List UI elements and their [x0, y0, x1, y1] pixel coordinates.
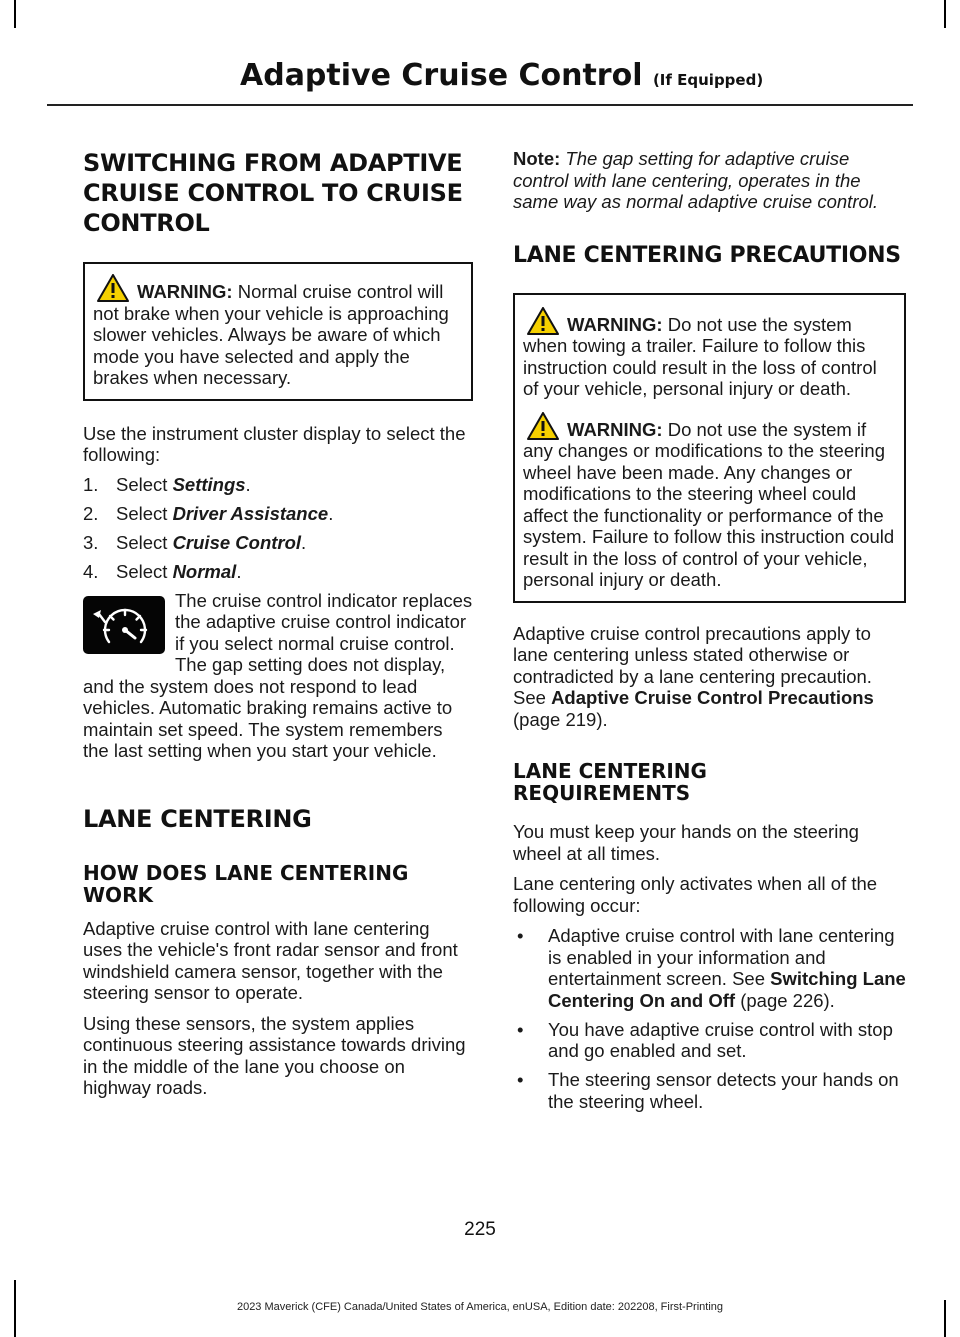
step-prefix: Select [116, 473, 173, 495]
step-suffix: . [328, 502, 334, 524]
intro-paragraph: Use the instrument cluster display to select the following: [83, 422, 466, 465]
indicator-paragraph: The cruise control indicator replaces the adaptive cruise control indicator if you select normal cruise control. The gap setting does not display, and the system does not respond to lead vehicles. Automatic braking remains active to maintain set speed. The system remembers the last setting when you start your vehicle. [83, 589, 473, 761]
bullet-text: Adaptive cruise control with lane centering is enabled in your information and entertainment screen. See [548, 925, 895, 989]
switching-link[interactable]: Switching Lane Centering On and Off [548, 968, 906, 1011]
warning-box [83, 262, 473, 401]
precautions-heading: LANE CENTERING PRECAUTIONS [513, 242, 901, 268]
warning-triangle-icon [97, 274, 129, 302]
edition-line: 2023 Maverick (CFE) Canada/United States of America, enUSA, Edition date: 202208, First-Printing [236, 1301, 724, 1313]
step-number: 3. [83, 531, 99, 553]
step-number: 4. [83, 560, 99, 582]
warning-text [523, 412, 896, 591]
crop-mark [944, 0, 946, 28]
page-reference: (page 219). [513, 708, 608, 730]
page-number: 225 [464, 1219, 496, 1240]
requirements-heading: LANE CENTERING REQUIREMENTS [513, 759, 707, 805]
steps-list [83, 474, 473, 583]
step-item: Normal [172, 560, 237, 582]
step-suffix: . [236, 560, 242, 582]
body-paragraph: Lane centering only activates when all of the following occur: [513, 873, 878, 916]
crop-mark [14, 0, 16, 28]
list-item [83, 561, 473, 583]
page-reference: (page 226). [735, 989, 835, 1011]
section-heading [83, 146, 473, 236]
step-suffix: . [245, 473, 251, 495]
list-item: • Adaptive cruise control with lane centering is enabled in your information and entertainment screen. See Switching Lane Centering On and Off (page 226). [517, 925, 906, 1011]
cruise-control-indicator-icon [83, 596, 165, 654]
step-item: Driver Assistance [172, 502, 329, 524]
precautions-paragraph [513, 623, 906, 731]
indicator-block [83, 590, 473, 762]
warning-body: Normal cruise control will not brake when your vehicle is approaching slower vehicles. Always be aware of which mode you have selected and apply the brakes when necessary. [93, 281, 449, 388]
precautions-link[interactable]: Adaptive Cruise Control Precautions [551, 687, 874, 708]
note-paragraph [513, 148, 906, 213]
header-rule [47, 104, 913, 106]
step-item: Cruise Control [172, 531, 302, 553]
list-item: • You have adaptive cruise control with stop and go enabled and set. [513, 1019, 906, 1062]
warning-label: WARNING: [137, 281, 233, 302]
step-item: Settings [172, 473, 246, 495]
list-item [83, 532, 473, 554]
section-heading-line: SWITCHING FROM ADAPTIVE [83, 149, 463, 177]
body-paragraph: Adaptive cruise control with lane centering uses the vehicle's front radar sensor and front windshield camera sensor, together with the steering sensor to operate. [83, 917, 458, 1003]
step-prefix: Select [116, 560, 173, 582]
list-item [83, 503, 473, 525]
page-header-title [240, 58, 764, 93]
warning-body: Do not use the system if any changes or modifications to the steering wheel have been made. Any changes or modifications to the steering wheel could affect the functionality or performance of the system. Failure to follow this instruction could result in the loss of control of your vehicle, personal injury or death. [523, 418, 895, 590]
step-suffix: . [301, 531, 307, 553]
header-title: Adaptive Cruise Control [240, 58, 643, 93]
note-label: Note: [513, 148, 561, 169]
section-heading-line: CRUISE CONTROL TO CRUISE [83, 179, 463, 207]
section-heading-line: CONTROL [83, 209, 210, 237]
lane-centering-heading: LANE CENTERING [83, 804, 312, 833]
precautions-text: Adaptive cruise control precautions apply to lane centering unless stated otherwise or contradicted by a lane centering precaution. See [513, 622, 872, 708]
step-number: 2. [83, 502, 99, 524]
note-text: The gap setting for adaptive cruise control with lane centering, operates in the same way as normal adaptive cruise control. [513, 148, 879, 212]
warning-text [93, 274, 463, 389]
bullet-text: You have adaptive cruise control with stop and go enabled and set. [548, 1018, 893, 1061]
warning-text [523, 307, 896, 400]
body-paragraph: Using these sensors, the system applies continuous steering assistance towards driving in the middle of the lane you choose on highway roads. [83, 1012, 466, 1098]
body-paragraph: You must keep your hands on the steering wheel at all times. [513, 821, 859, 864]
warning-triangle-icon [527, 307, 559, 335]
list-item: • The steering sensor detects your hands on the steering wheel. [513, 1069, 906, 1112]
warning-box [513, 293, 906, 603]
requirements-list [513, 925, 906, 1112]
warning-triangle-icon [527, 412, 559, 440]
step-prefix: Select [116, 502, 173, 524]
right-column [513, 140, 906, 1120]
warning-body: Do not use the system when towing a trailer. Failure to follow this instruction could result in the loss of control of your vehicle, personal injury or death. [523, 313, 877, 399]
how-it-works-heading: HOW DOES LANE CENTERING WORK [83, 860, 409, 907]
header-title-suffix: (If Equipped) [652, 71, 764, 89]
list-item [83, 474, 473, 496]
step-prefix: Select [116, 531, 173, 553]
left-column [83, 140, 473, 1099]
step-number: 1. [83, 473, 99, 495]
bullet-text: The steering sensor detects your hands on the steering wheel. [548, 1069, 899, 1112]
warning-label: WARNING: [567, 313, 663, 335]
warning-label: WARNING: [567, 418, 663, 440]
